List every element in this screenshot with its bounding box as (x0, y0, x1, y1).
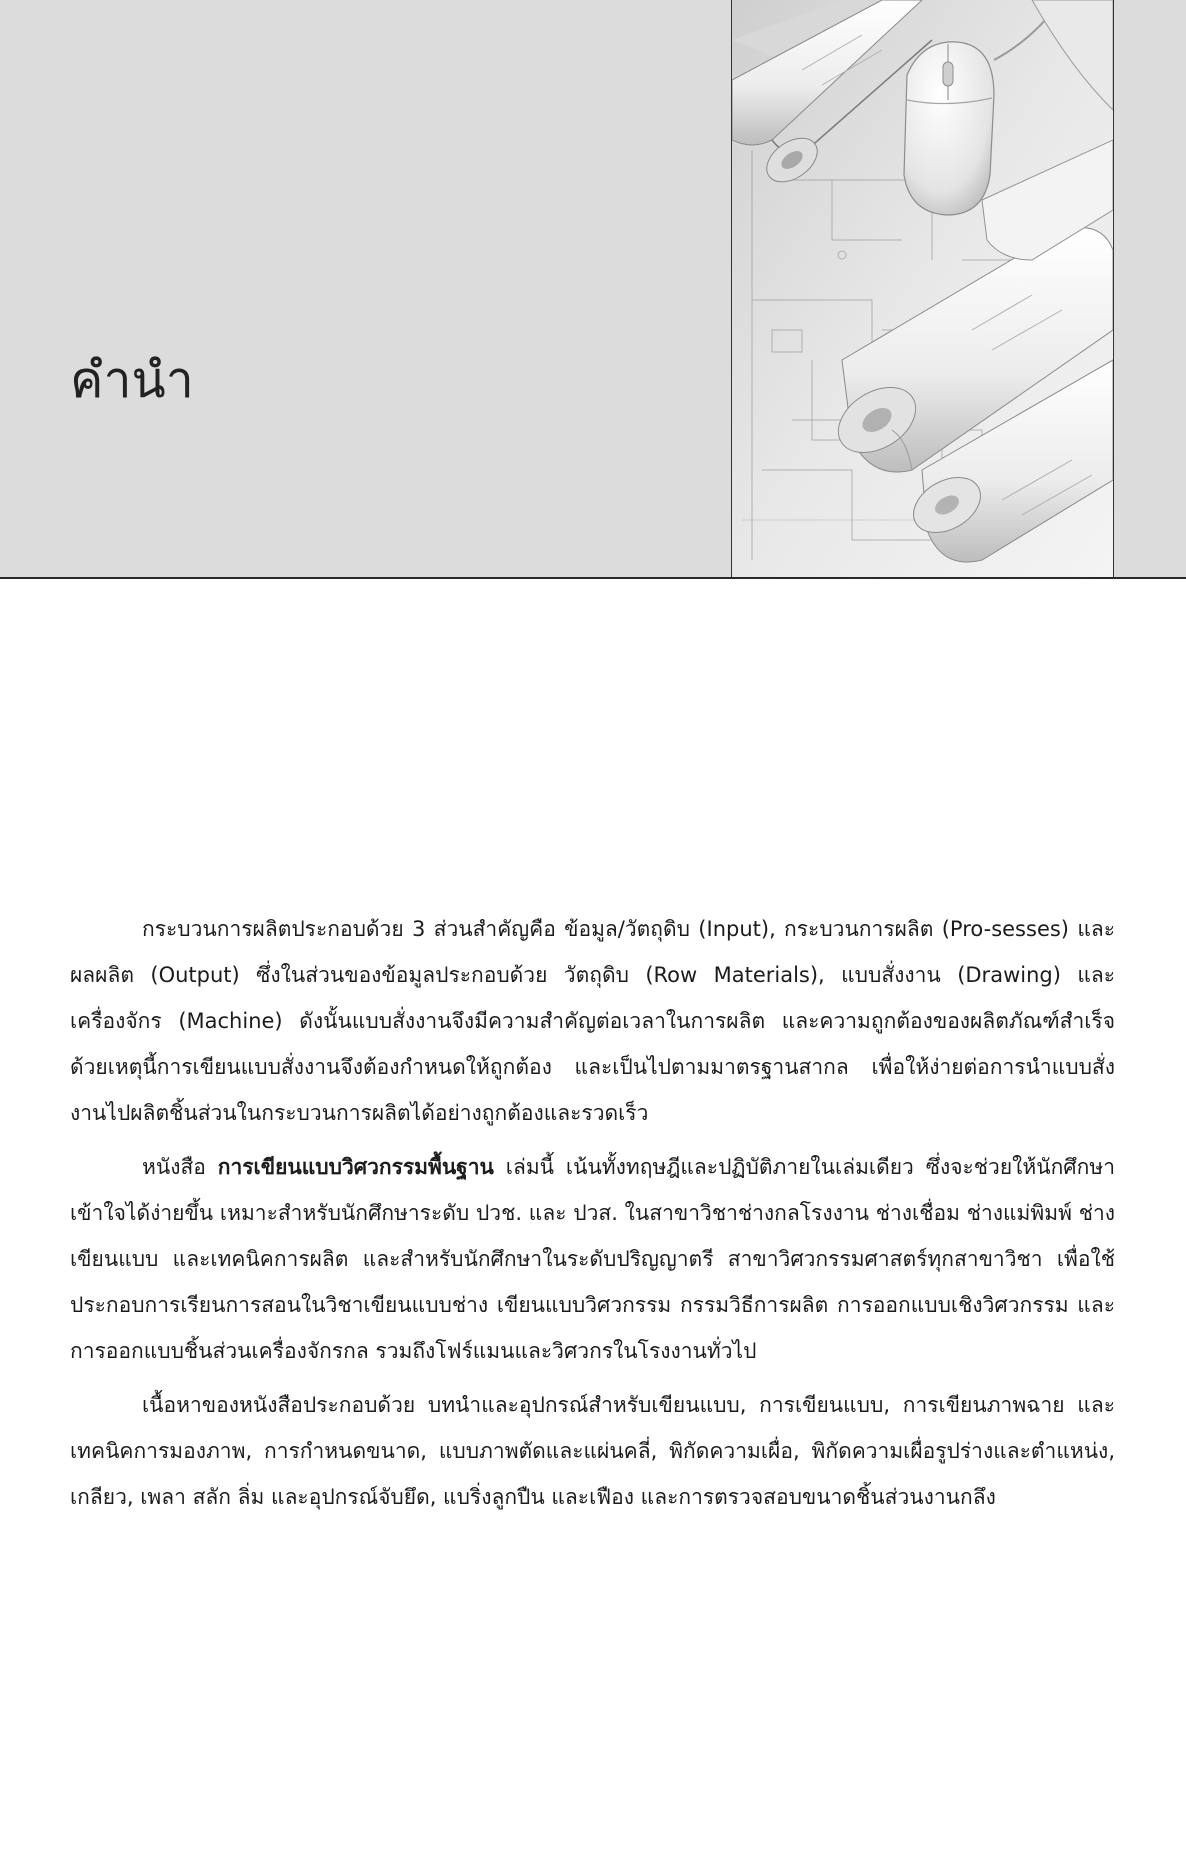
paragraph-3: เนื้อหาของหนังสือประกอบด้วย บทนำและอุปกรณ์สำหรับเขียนแบบ, การเขียนแบบ, การเขียนภาพฉาย และเทคนิคการมองภาพ, การกำหนดขนาด, แบบภาพตัดและแผ่นคลี่, พิกัดความเผื่อ, พิกัดความเผื่อรูปร่างและตำแหน่ง, เกลียว, เพลา สลัก ลิ่ม และอุปกรณ์จับยึด, แบริ่งลูกปืน และเฟือง และการตรวจสอบขนาดชิ้นส่วนงานกลึง (70, 1393, 1115, 1509)
paragraph-2 (70, 1144, 1115, 1374)
paragraph-2-rest: เล่มนี้ เน้นทั้งทฤษฎีและปฏิบัติภายในเล่มเดียว ซึ่งจะช่วยให้นักศึกษาเข้าใจได้ง่ายขึ้น เหมาะสำหรับนักศึกษาระดับ ปวช. และ ปวส. ในสาขาวิชาช่างกลโรงงาน ช่างเชื่อม ช่างแม่พิมพ์ ช่างเขียนแบบ และเทคนิคการผลิต และสำหรับนักศึกษาในระดับปริญญาตรี สาขาวิศวกรรมศาสตร์ทุกสาขาวิชา เพื่อใช้ประกอบการเรียนการสอนในวิชาเขียนแบบช่าง เขียนแบบวิศวกรรม กรรมวิธีการผลิต การออกแบบเชิงวิศวกรรม และการออกแบบชิ้นส่วนเครื่องจักรกล รวมถึงโฟร์แมนและวิศวกรในโรงงานทั่วไป (70, 1155, 1115, 1363)
header-divider (0, 577, 1186, 579)
book-title-bold: การเขียนแบบวิศวกรรมพื้นฐาน (217, 1155, 494, 1179)
blueprint-rolls-and-mouse-image (731, 0, 1114, 577)
paragraph-1: กระบวนการผลิตประกอบด้วย 3 ส่วนสำคัญคือ ข้อมูล/วัตถุดิบ (Input), กระบวนการผลิต (Pro-sesses) และผลผลิต (Output) ซึ่งในส่วนของข้อมูลประกอบด้วย วัตถุดิบ (Row Materials), แบบสั่งงาน (Drawing) และเครื่องจักร (Machine) ดังนั้นแบบสั่งงานจึงมีความสำคัญต่อเวลาในการผลิต และความถูกต้องของผลิตภัณฑ์สำเร็จ ด้วยเหตุนี้การเขียนแบบสั่งงานจึงต้องกำหนดให้ถูกต้อง และเป็นไปตามมาตรฐานสากล เพื่อให้ง่ายต่อการนำแบบสั่งงานไปผลิตชิ้นส่วนในกระบวนการผลิตได้อย่างถูกต้องและรวดเร็ว (70, 917, 1115, 1125)
preface-body (70, 906, 1115, 1528)
paragraph-2-lead: หนังสือ (142, 1155, 218, 1179)
page-title: คำนำ (70, 351, 194, 409)
